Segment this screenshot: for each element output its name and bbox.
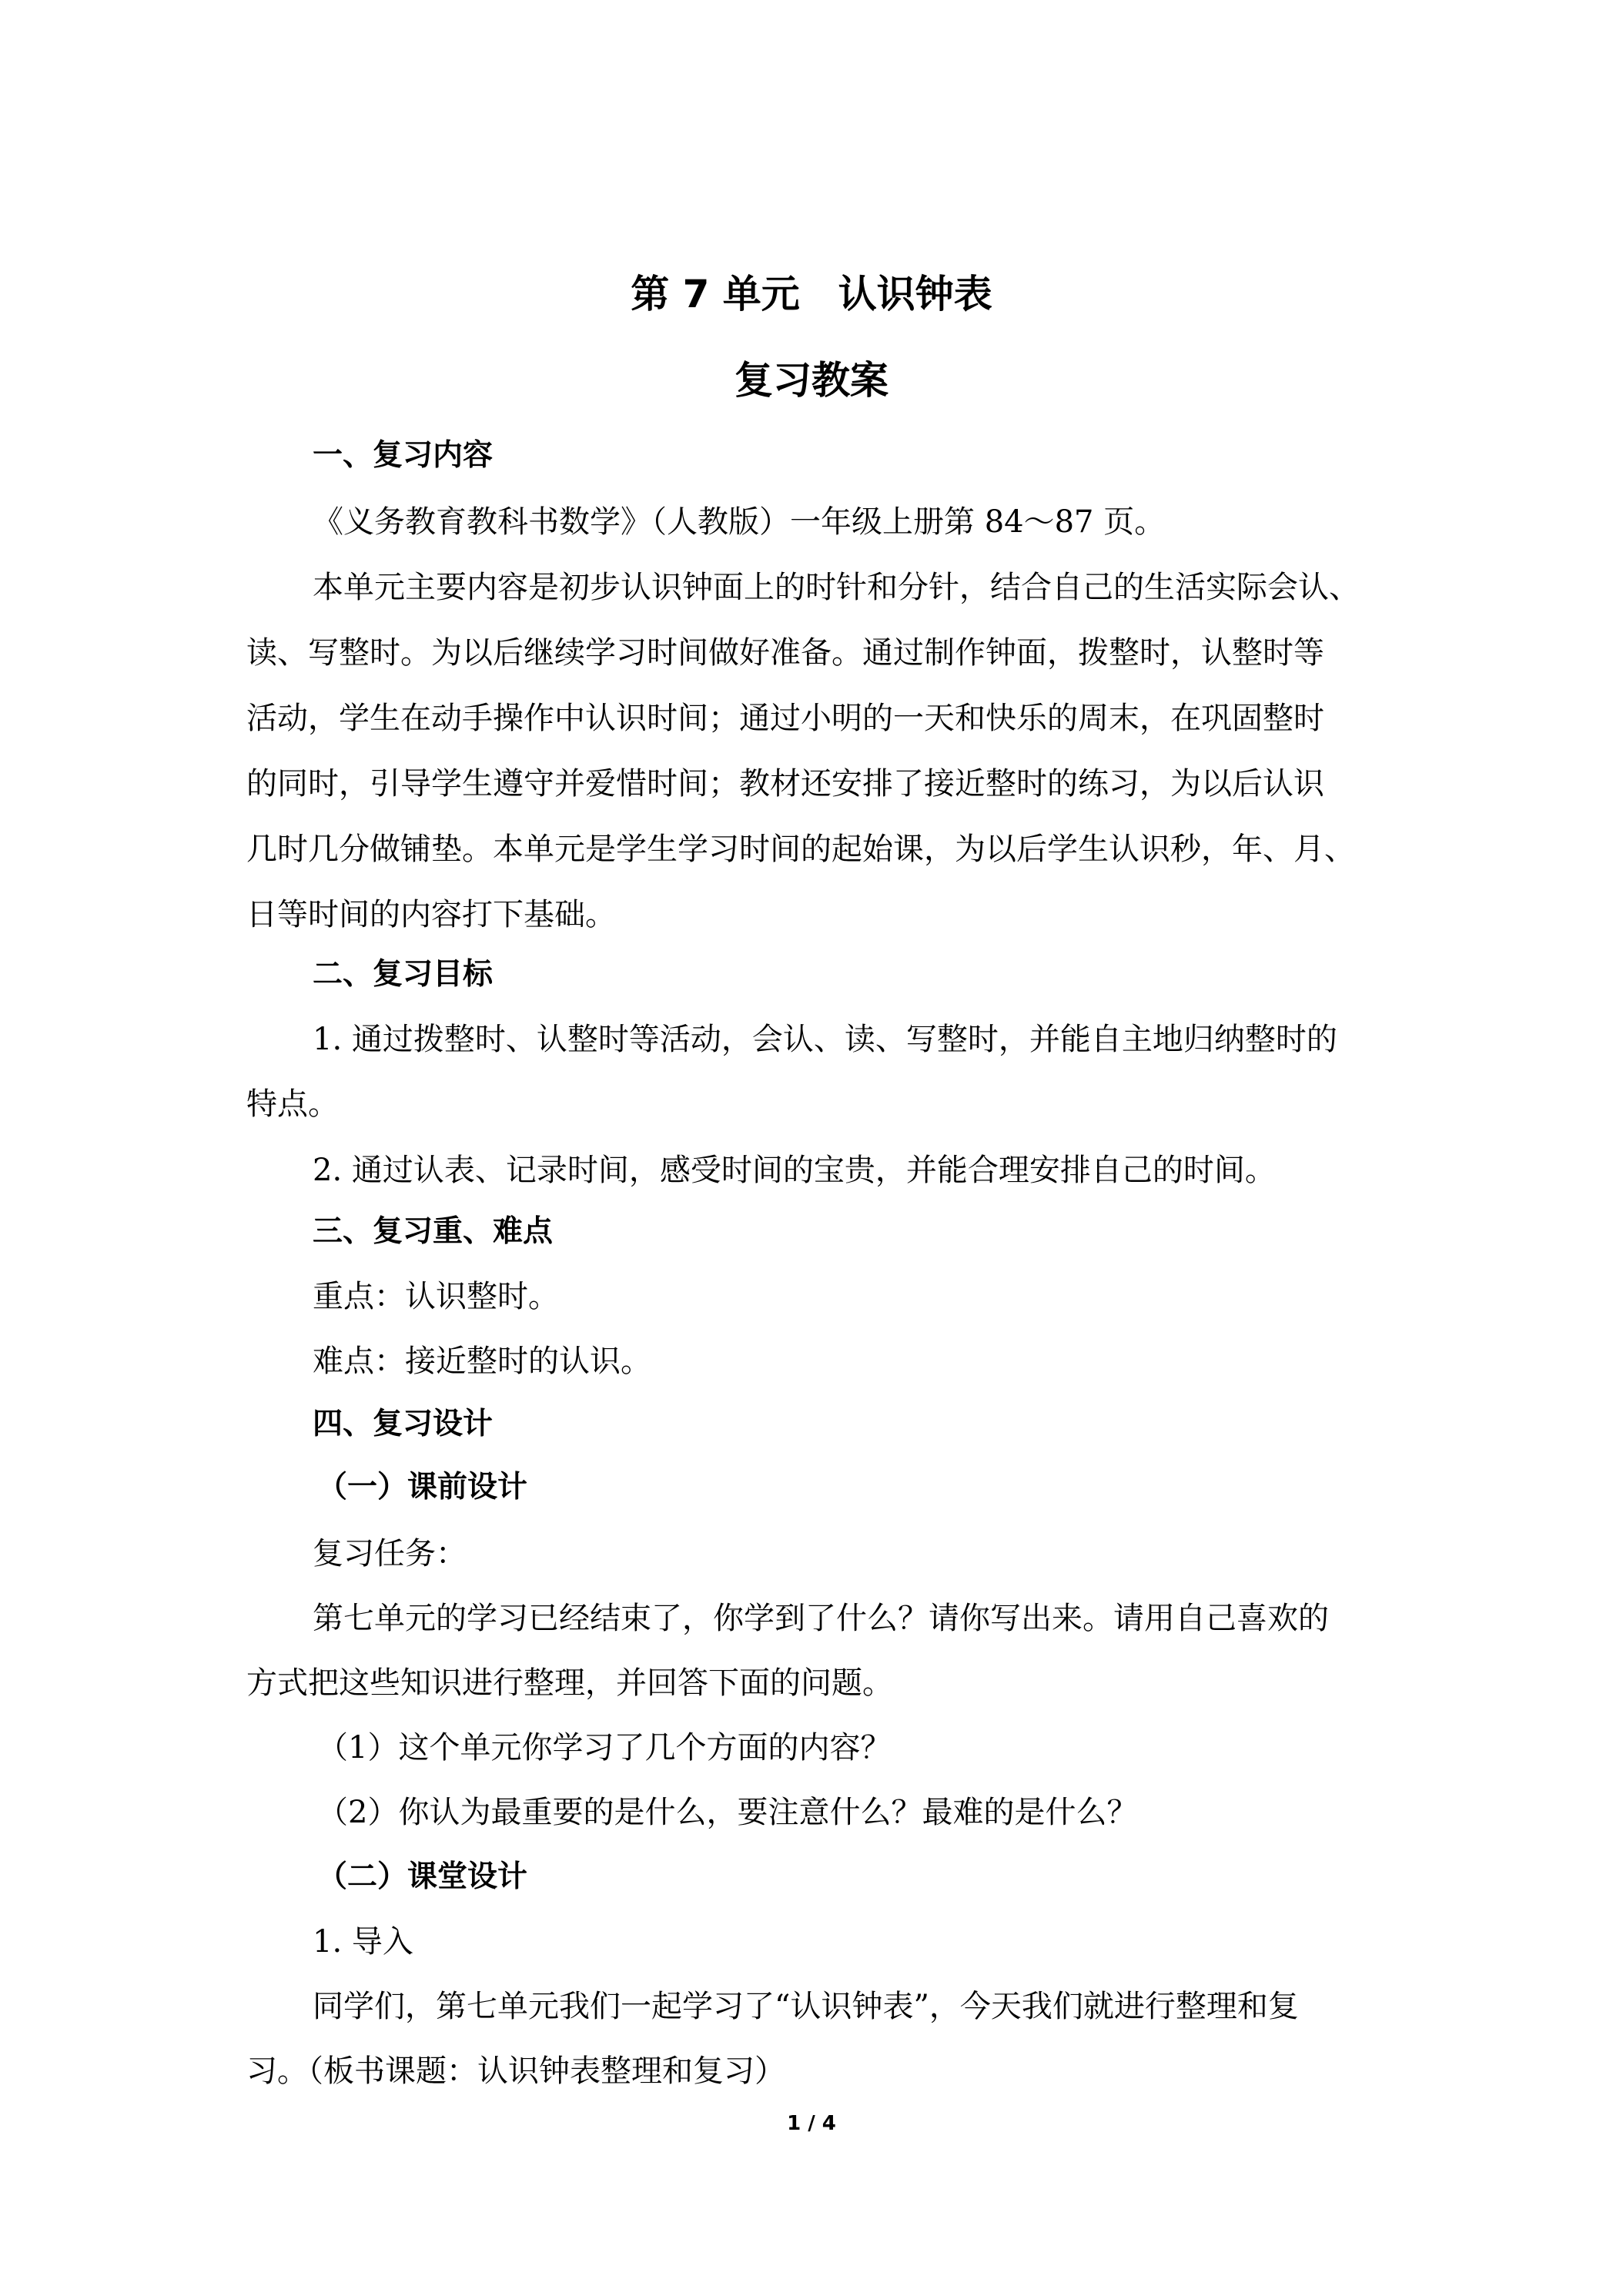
paragraph-unit-summary-line-1: 本单元主要内容是初步认识钟面上的时针和分针，结合自己的生活实际会认、 (313, 570, 1360, 605)
question-2: （2）你认为最重要的是什么，要注意什么？最难的是什么？ (317, 1795, 1138, 1830)
goal-2: 2. 通过认表、记录时间，感受时间的宝贵，并能合理安排自己的时间。 (313, 1153, 1276, 1188)
review-task-line-2: 方式把这些知识进行整理，并回答下面的问题。 (246, 1665, 893, 1701)
paragraph-unit-summary-line-6: 日等时间的内容打下基础。 (246, 897, 616, 932)
goal-1-line-2: 特点。 (246, 1086, 339, 1122)
intro-text-line-2: 习。（板书课题：认识钟表整理和复习） (246, 2053, 785, 2089)
intro-label: 1. 导入 (313, 1924, 413, 1960)
paragraph-unit-summary-line-2: 读、写整时。为以后继续学习时间做好准备。通过制作钟面，拨整时，认整时等 (246, 635, 1324, 671)
document-subtitle: 复习教案 (735, 358, 888, 403)
subheading-in-class: （二）课堂设计 (317, 1859, 528, 1894)
subheading-pre-class: （一）课前设计 (317, 1470, 528, 1504)
section-heading-key-points: 三、复习重、难点 (313, 1214, 554, 1249)
review-task-line-1: 第七单元的学习已经结束了，你学到了什么？请你写出来。请用自己喜欢的 (313, 1601, 1329, 1636)
review-task-label: 复习任务： (313, 1536, 467, 1571)
page-number: 1 / 4 (787, 2112, 836, 2135)
question-1: （1）这个单元你学习了几个方面的内容？ (317, 1730, 892, 1766)
section-heading-design: 四、复习设计 (313, 1407, 494, 1441)
intro-text-line-1: 同学们，第七单元我们一起学习了“认识钟表”，今天我们就进行整理和复 (313, 1989, 1299, 2024)
difficult-point: 难点：接近整时的认识。 (313, 1344, 651, 1379)
document-title: 第 7 单元 认识钟表 (631, 272, 992, 316)
paragraph-textbook-pages: 《义务教育教科书数学》（人教版）一年级上册第 84～87 页。 (313, 504, 1166, 540)
section-heading-goals: 二、复习目标 (313, 957, 494, 992)
key-point: 重点：认识整时。 (313, 1279, 559, 1314)
goal-1-line-1: 1. 通过拨整时、认整时等活动，会认、读、写整时，并能自主地归纳整时的 (313, 1022, 1337, 1057)
paragraph-unit-summary-line-4: 的同时，引导学生遵守并爱惜时间；教材还安排了接近整时的练习，为以后认识 (246, 766, 1324, 802)
section-heading-content: 一、复习内容 (313, 438, 494, 473)
paragraph-unit-summary-line-3: 活动，学生在动手操作中认识时间；通过小明的一天和快乐的周末，在巩固整时 (246, 701, 1324, 736)
paragraph-unit-summary-line-5: 几时几分做铺垫。本单元是学生学习时间的起始课，为以后学生认识秒，年、月、 (246, 832, 1355, 867)
